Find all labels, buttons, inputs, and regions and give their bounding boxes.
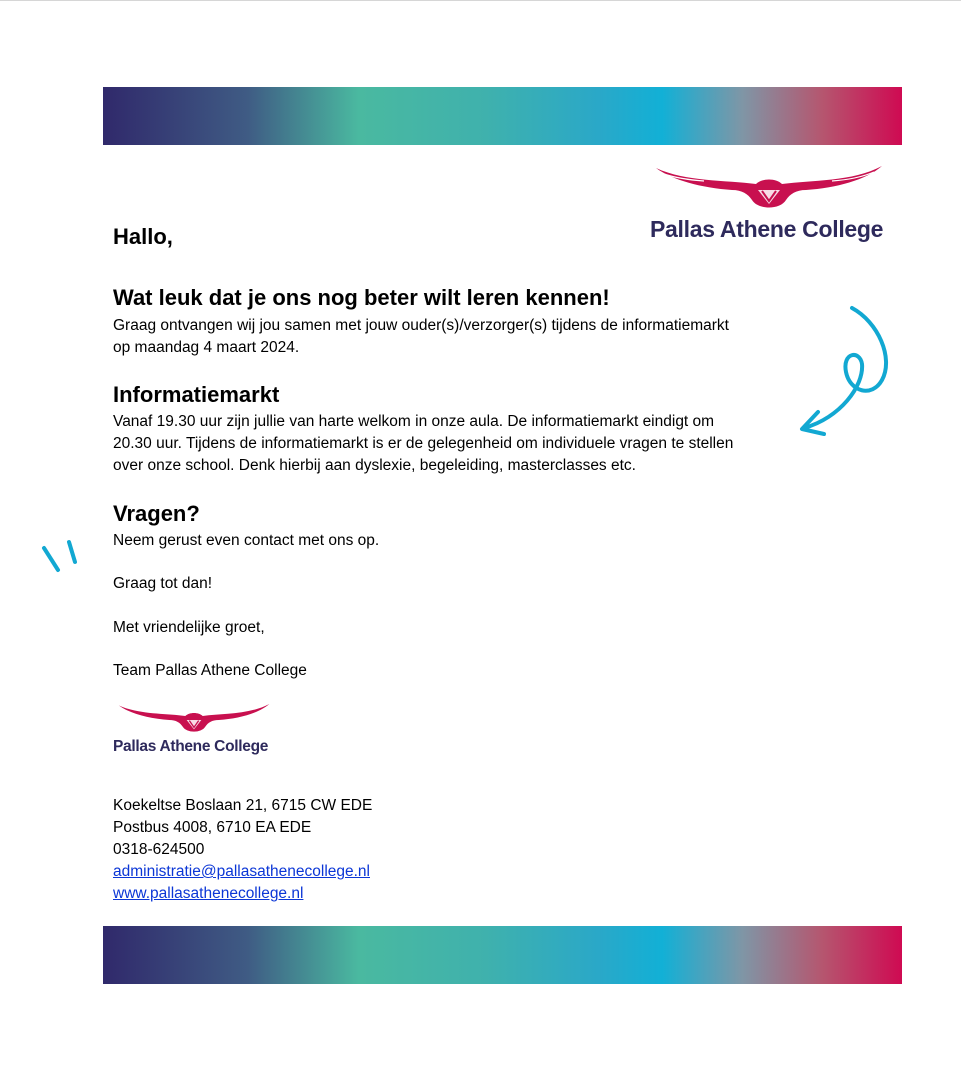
top-border xyxy=(0,0,961,1)
phone-text: 0318-624500 xyxy=(113,841,205,858)
intro-line-2: op maandag 4 maart 2024. xyxy=(113,339,300,356)
signature-logo xyxy=(110,700,278,760)
questions-text: Neem gerust even contact met ons op. xyxy=(113,532,380,549)
website-link[interactable]: www.pallasathenecollege.nl xyxy=(113,885,304,902)
address-text: Koekeltse Boslaan 21, 6715 CW EDE xyxy=(113,797,373,814)
logo-wordmark-small: Pallas Athene College xyxy=(113,738,269,755)
market-line-2: 20.30 uur. Tijdens de informatiemarkt is er de gelegenheid om individuele vragen te stellen xyxy=(113,435,734,452)
intro-line-1: Graag ontvangen wij jou samen met jouw ouder(s)/verzorger(s) tijdens de informatiemarkt xyxy=(113,317,729,334)
owl-logo-icon xyxy=(110,700,278,740)
intro-heading: Wat leuk dat je ons nog beter wilt leren kennen! xyxy=(113,285,610,310)
market-line-3: over onze school. Denk hierbij aan dyslexie, begeleiding, masterclasses etc. xyxy=(113,457,636,474)
signature-text: Team Pallas Athene College xyxy=(113,662,307,679)
market-line-1: Vanaf 19.30 uur zijn jullie van harte welkom in onze aula. De informatiemarkt eindigt om xyxy=(113,413,715,430)
closing-text: Graag tot dan! xyxy=(113,575,213,592)
greeting: Hallo, xyxy=(113,224,173,249)
postbus-text: Postbus 4008, 6710 EA EDE xyxy=(113,819,312,836)
footer-gradient-band xyxy=(103,926,902,984)
email-link[interactable]: administratie@pallasathenecollege.nl xyxy=(113,863,370,880)
curly-arrow-icon xyxy=(790,300,900,445)
college-logo xyxy=(646,160,892,248)
regards-text: Met vriendelijke groet, xyxy=(113,619,265,636)
header-gradient-band xyxy=(103,87,902,145)
accent-marks-icon xyxy=(38,536,82,576)
logo-wordmark: Pallas Athene College xyxy=(650,216,884,242)
owl-logo-icon xyxy=(646,160,892,220)
questions-heading: Vragen? xyxy=(113,501,200,526)
market-heading: Informatiemarkt xyxy=(113,382,280,407)
